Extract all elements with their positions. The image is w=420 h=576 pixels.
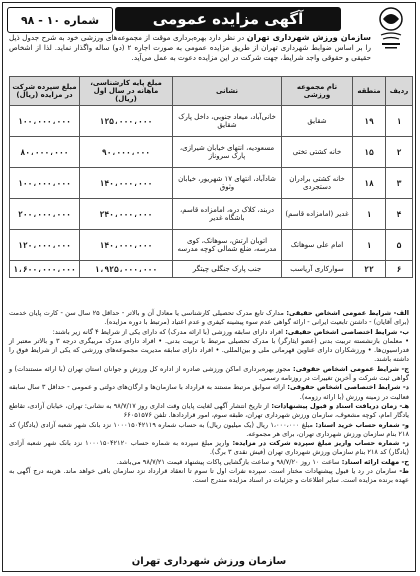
condition-text: ساعت ۱۰ روز ۹۸/۷/۲۰ و ساعت بازگشایی پاکات پیشنهاد قیمت ۹۸/۷/۲۱ می‌باشد.: [116, 457, 340, 466]
col-header-address: نشانی: [173, 77, 282, 106]
organization-name: سازمان ورزش شهرداری تهران: [246, 33, 371, 42]
condition-text: مبلغ ۱،۰۰۰،۰۰۰ ریال (یک میلیون ریال) به حساب شماره ۱۰۰۰۱۵۰۴۲۱۱۹ نزد بانک شهر شعبه آزادی (یادگار) کد ۲۱۸ بنام سازمان ورزش شهرداری تهران، برای هر مجموعه.: [9, 420, 409, 438]
intro-paragraph: [9, 33, 371, 63]
cell-venue-name: غدیر (امامزاده قاسم): [282, 199, 353, 230]
cell-row-number: ۱: [386, 106, 413, 137]
cell-base-price: ۹۰،۰۰۰،۰۰۰: [80, 137, 173, 168]
condition-heading: ب- شرایط اختصاصی اشخاص حقیقی:: [282, 327, 409, 336]
cell-venue-name: خانه کشتی تختی: [282, 137, 353, 168]
condition-item: [9, 402, 409, 421]
cell-base-price: ۱۴۰،۰۰۰،۰۰۰: [80, 168, 173, 199]
cell-deposit: ۱۰۰،۰۰۰،۰۰۰: [10, 106, 80, 137]
condition-item: [9, 458, 409, 467]
footer-signature: سازمان ورزش شهرداری تهران: [131, 556, 287, 567]
table-row: [10, 261, 413, 278]
cell-venue-name: امام علی سوهانک: [282, 230, 353, 261]
condition-item: [9, 328, 409, 337]
condition-heading: د- شرایط اختصاصی اشخاص حقوقی:: [284, 383, 409, 392]
cell-base-price: ۲۴۰،۰۰۰،۰۰۰: [80, 199, 173, 230]
cell-row-number: ۴: [386, 199, 413, 230]
condition-heading: و- شماره حساب خرید اسناد:: [312, 420, 409, 429]
cell-row-number: ۲: [386, 137, 413, 168]
cell-venue-name: شقایق: [282, 106, 353, 137]
condition-heading: الف- شرایط عمومی اشخاص حقیقی:: [283, 309, 409, 317]
condition-text: ارائه سوابق مرتبط مستند به قرارداد با سازمان‌ها و ارگان‌های دولتی و عمومی - حداقل ۳ سال سابقه فعالیت در زمینه ورزش (با ارائه رزومه).: [9, 383, 409, 401]
cell-deposit: ۱۰۰،۰۰۰،۰۰۰: [10, 168, 80, 199]
condition-heading: ج- شرایط عمومی اشخاص حقوقی:: [290, 364, 409, 373]
cell-row-number: ۳: [386, 168, 413, 199]
cell-region: ۱: [353, 199, 386, 230]
condition-item: [9, 383, 409, 402]
cell-region: ۱۸: [353, 168, 386, 199]
cell-base-price: ۱۴۰،۰۰۰،۰۰۰: [80, 230, 173, 261]
col-header-region: منطقه: [353, 77, 386, 106]
cell-deposit: ۲۰۰،۰۰۰،۰۰۰: [10, 199, 80, 230]
cell-address: مسعودیه، انتهای خیابان شیرازی، پارک سروناز: [173, 137, 282, 168]
cell-base-price: ۱۲۵،۰۰۰،۰۰۰: [80, 106, 173, 137]
table-row: [10, 106, 413, 137]
condition-item: [9, 337, 409, 365]
cell-venue-name: سوارکاری آریاسب: [282, 261, 353, 278]
cell-venue-name: خانه کشتی برادران دستجردی: [282, 168, 353, 199]
cell-deposit: ۱،۶۰۰،۰۰۰،۰۰۰: [10, 261, 80, 278]
condition-item: [9, 309, 409, 328]
condition-item: [9, 421, 409, 440]
cell-region: ۱۹: [353, 106, 386, 137]
intro-text: در نظر دارد بهره‌برداری موقت از مجموعه‌های ورزشی خود به شرح جدول ذیل را بر اساس ضوابط شهرداری تهران از طریق مزایده عمومی به صورت اجاره ۲ (دو) ساله واگذار نماید. لذا از اشخاص حقیقی و حقوقی واجد شرایط، جهت شرکت در این مزایده دعوت به عمل می‌آید.: [9, 33, 371, 62]
condition-heading: ط-: [396, 467, 409, 476]
col-header-base-price: مبلغ پایه کارشناسی، ماهانه در سال اول (ریال): [80, 77, 173, 106]
cell-address: جنب پارک جنگلی چیتگر: [173, 261, 282, 278]
condition-text: سازمان در رد یا قبول پیشنهادات مختار است. سپرده نفرات اول تا سوم تا انعقاد قرارداد نزد سازمان باقی خواهد ماند. هزینه درج آگهی به عهده برنده مزایده است. سایر اطلاعات و جزئیات در اسناد مزایده مندرج است.: [9, 467, 409, 485]
col-header-venue-name: نام مجموعه ورزشی: [282, 77, 353, 106]
condition-item: [9, 467, 409, 486]
header: [7, 7, 411, 33]
condition-text: • معلمان بازنشسته تربیت بدنی (عضو ایثارگر) با مدرک تحصیلی مرتبط با تربیت بدنی. • افراد دارای مدرک مربیگری درجه ۳ و بالاتر معتبر از فدراسیون‌ها. • ورزشکاران دارای عناوین قهرمانی ملی و بین‌المللی. • افراد دارای سابقه مدیریت مجموعه‌های ورزشی که یکی از شرایط فوق را داشته باشند.: [9, 336, 410, 364]
cell-base-price: ۱،۹۲۵،۰۰۰،۰۰۰: [80, 261, 173, 278]
condition-text: مجوز بهره‌برداری اماکن ورزشی صادره از اداره کل ورزش و جوانان استان تهران (با ارائه مستندات) و گواهی ثبت شرکت و آخرین تغییرات در روزنامه رسمی.: [9, 364, 409, 383]
ad-number-box: [7, 7, 113, 33]
col-header-deposit: مبلغ سپرده شرکت در مزایده (ریال): [10, 77, 80, 106]
cell-region: ۱: [353, 230, 386, 261]
condition-text: مدارک تابع مدرک تحصیلی کارشناسی یا معادل آن و بالاتر - حداقل ۲۵ سال سن - کارت پایان خدمت (برای آقایان) - داشتن تابعیت ایرانی - ارائه گواهی عدم سوء پیشینه کیفری و عدم اعتیاد (مرتبط با دوره مزایده).: [9, 309, 409, 327]
conditions-section: [9, 309, 409, 486]
cell-region: ۱۵: [353, 137, 386, 168]
cell-deposit: ۸۰،۰۰۰،۰۰۰: [10, 137, 80, 168]
cell-region: ۲۲: [353, 261, 386, 278]
cell-row-number: ۵: [386, 230, 413, 261]
cell-address: شادآباد، انتهای ۱۷ شهریور، خیابان وثوق: [173, 168, 282, 199]
condition-text: افراد دارای سابقه ورزشی (با ارائه مدرک) که دارای یکی از شرایط ۴ گانه زیر باشند:: [52, 327, 283, 336]
cell-address: خانی‌آباد، میعاد جنوبی، داخل پارک شقایق: [173, 106, 282, 137]
col-header-row: ردیف: [386, 77, 413, 106]
sports-organization-emblem-icon: [373, 5, 409, 51]
condition-text: واریز مبلغ سپرده به شماره حساب ۱۰۰۰۱۵۰۴۲۱۲۰ نزد بانک شهر شعبه آزادی (یادگار) کد ۲۱۸ بنام سازمان ورزش شهرداری تهران (فیش نقدی ۳ برگ).: [9, 439, 409, 457]
page-title: آگهی مزایده عمومی: [115, 7, 341, 31]
cell-address: دربند، کلاک دره، امامزاده قاسم، باشگاه غدیر: [173, 199, 282, 230]
table-row: [10, 199, 413, 230]
condition-heading: ح- مهلت ارائه اسناد:: [339, 457, 409, 466]
table-header-row: [10, 77, 413, 106]
cell-row-number: ۶: [386, 261, 413, 278]
advertisement-frame: [2, 2, 416, 572]
table-row: [10, 168, 413, 199]
condition-item: [9, 439, 409, 458]
condition-heading: ز- شماره حساب واریز مبلغ سپرده شرکت در مزایده:: [229, 439, 410, 448]
auction-table: [9, 76, 413, 278]
condition-item: [9, 365, 409, 384]
cell-address: اتوبان ارتش، سوهانک، کوی مدرسه، ضلع شمالی کوچه مدرسه: [173, 230, 282, 261]
table-row: [10, 137, 413, 168]
cell-deposit: ۱۲۰،۰۰۰،۰۰۰: [10, 230, 80, 261]
table-row: [10, 230, 413, 261]
condition-text: از تاریخ انتشار آگهی لغایت پایان وقت اداری روز ۹۸/۷/۱۷ به نشانی: تهران، خیابان آزادی، تقاطع یادگار امام، کوچه مشعوف، سازمان ورزش شهرداری تهران، طبقه سوم، امور قراردادها. تلفن ۶۶۰۵۱۵۷۶: [9, 401, 409, 420]
condition-heading: هـ- زمان دریافت اسناد و قبول پیشنهادات:: [268, 401, 410, 410]
ad-number: شماره ۱۰ - ۹۸: [20, 13, 100, 27]
